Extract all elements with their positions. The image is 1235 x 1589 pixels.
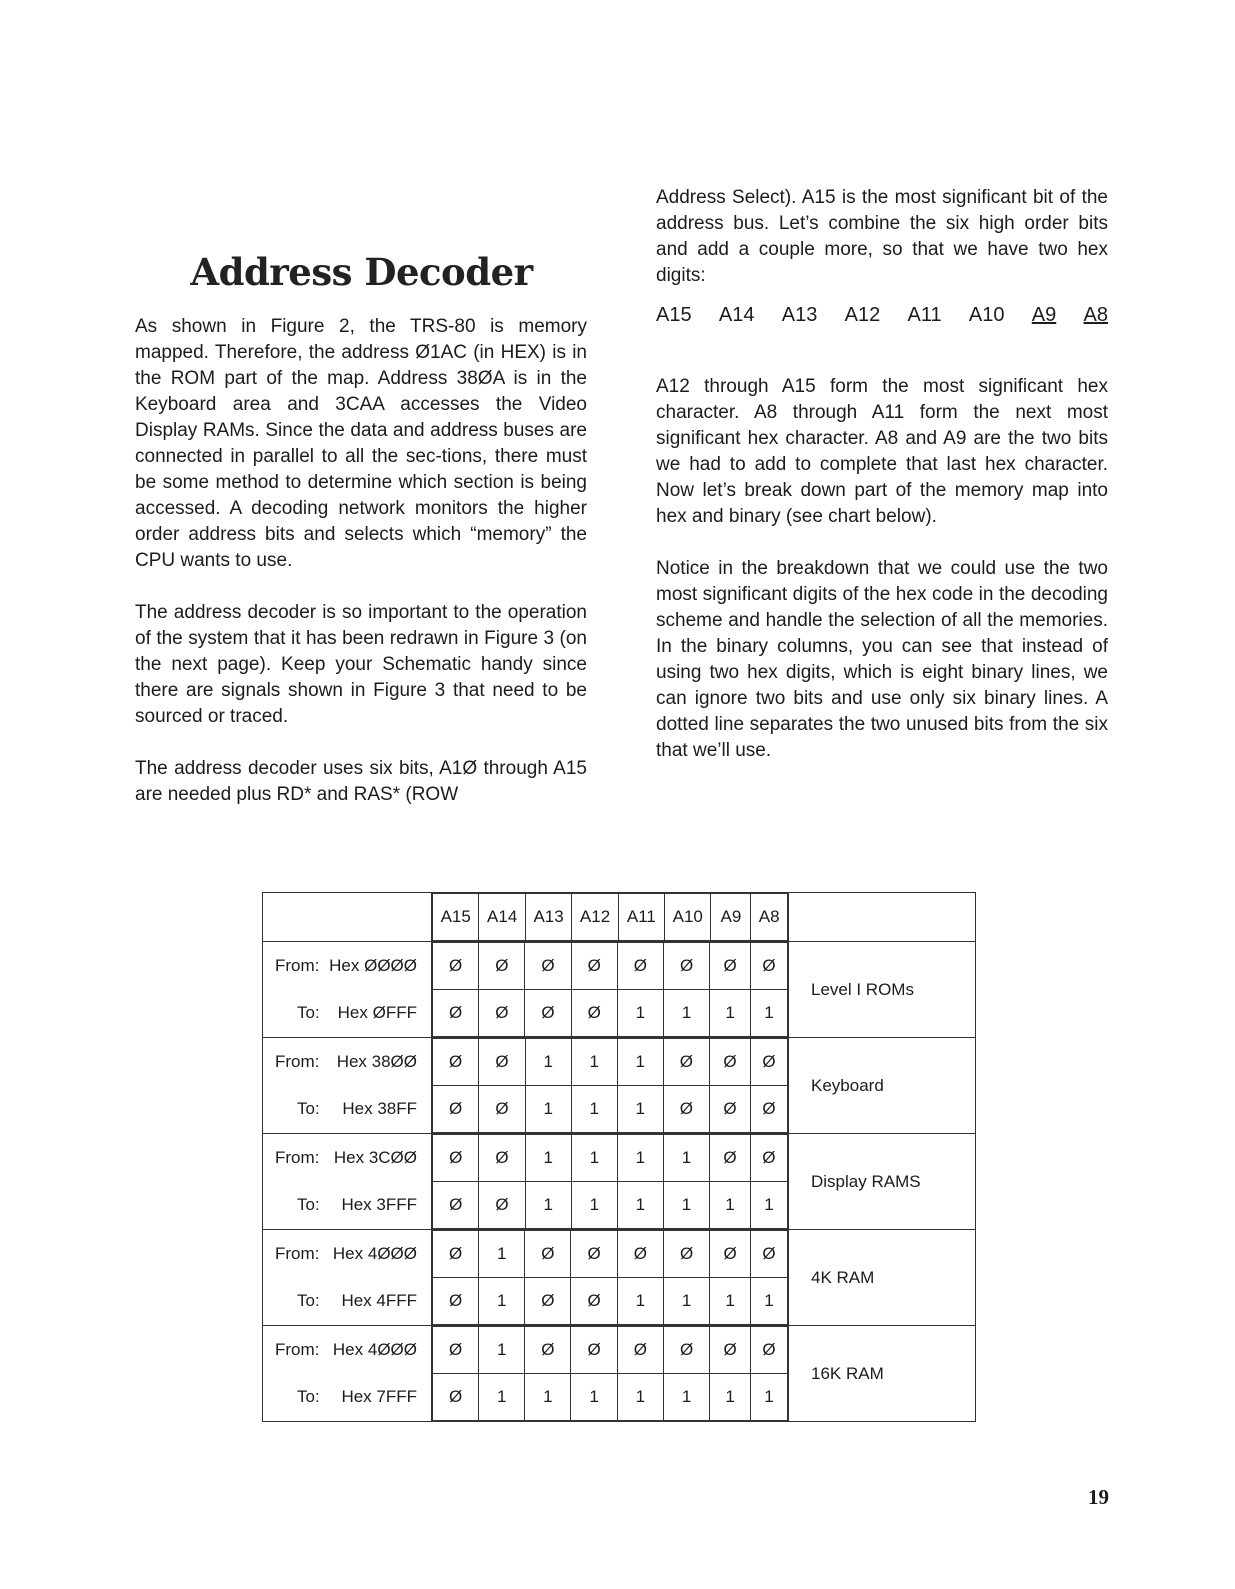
bit-value: Ø xyxy=(433,1231,479,1278)
bit-value: 1 xyxy=(663,1135,709,1182)
bit-value: 1 xyxy=(525,1086,571,1133)
bit-value: 1 xyxy=(617,1135,663,1182)
header-bits-cell xyxy=(432,893,789,942)
bits-cell xyxy=(432,1134,789,1230)
column-header: A11 xyxy=(618,894,664,941)
bit-value: Ø xyxy=(525,990,571,1037)
bit-grid xyxy=(432,1230,788,1325)
bit-value: Ø xyxy=(479,1182,525,1229)
from-label xyxy=(263,1038,431,1085)
bits-cell xyxy=(432,1038,789,1134)
address-line: A12 xyxy=(844,304,881,326)
right-column xyxy=(656,185,1108,790)
bit-value: Ø xyxy=(710,1086,751,1133)
bit-value: Ø xyxy=(750,1086,787,1133)
range-label-cell xyxy=(263,942,432,1038)
bit-value: 1 xyxy=(710,990,751,1037)
bit-value: Ø xyxy=(433,943,479,990)
paragraph: Notice in the breakdown that we could use the two most significant digits of the hex code in the decoding scheme and handle the selection of all the memories. In the binary columns, you can see that instead of using two hex digits, which is eight binary lines, we can ignore two bits and use only six binary lines. A dotted line separates the two unused bits from the six that we’ll use. xyxy=(656,558,1108,761)
bit-value: 1 xyxy=(710,1182,751,1229)
table-row xyxy=(263,1038,976,1134)
column-header: A15 xyxy=(433,894,479,941)
column-header: A13 xyxy=(525,894,571,941)
bit-value: Ø xyxy=(663,1086,709,1133)
bits-cell xyxy=(432,942,789,1038)
bit-value: 1 xyxy=(750,990,787,1037)
bit-grid xyxy=(432,1326,788,1421)
paragraph: As shown in Figure 2, the TRS-80 is memory mapped. Therefore, the address Ø1AC (in HEX) is in the ROM part of the map. Address 38ØA is in the Keyboard area and 3CAA accesses the Video Display RAMs. Since the data and address buses are connected in parallel to all the sec-tions, there must be some method to determine which section is being accessed. A decoding network monitors the higher order address bits and selects which “memory” the CPU wants to use. xyxy=(135,316,587,571)
table-row xyxy=(263,1326,976,1422)
bit-value: 1 xyxy=(710,1278,751,1325)
left-column xyxy=(135,314,587,834)
bit-value: Ø xyxy=(525,1327,571,1374)
to-word: To: xyxy=(297,1194,320,1214)
bit-value: Ø xyxy=(433,1374,479,1421)
from-word: From: xyxy=(275,955,320,975)
to-label xyxy=(263,1277,431,1324)
to-bits-row xyxy=(433,1086,788,1133)
bit-value: 1 xyxy=(617,1374,663,1421)
address-line: A13 xyxy=(781,304,818,326)
address-line: A10 xyxy=(968,304,1005,326)
bit-value: Ø xyxy=(710,1231,751,1278)
bit-value: 1 xyxy=(571,1039,617,1086)
bit-value: 1 xyxy=(525,1135,571,1182)
bit-value: Ø xyxy=(525,1231,571,1278)
from-label xyxy=(263,1230,431,1277)
from-bits-row xyxy=(433,1135,788,1182)
to-bits-row xyxy=(433,1374,788,1421)
bit-value: Ø xyxy=(617,1327,663,1374)
to-word: To: xyxy=(297,1002,320,1022)
address-lines xyxy=(656,302,1108,328)
bit-value: 1 xyxy=(479,1231,525,1278)
from-hex: Hex 3CØØ xyxy=(333,1147,417,1167)
from-bits-row xyxy=(433,1039,788,1086)
table-row xyxy=(263,1230,976,1326)
table-row xyxy=(263,1134,976,1230)
memory-region-label: Level I ROMs xyxy=(789,942,976,1038)
from-label xyxy=(263,942,431,989)
from-bits-row xyxy=(433,1327,788,1374)
bit-grid xyxy=(432,942,788,1037)
paragraph: The address decoder is so important to the operation of the system that it has been redrawn in Figure 3 (on the next page). Keep your Schematic handy since there are signals shown in Figure 3 that need to be sourced or traced. xyxy=(135,602,587,727)
column-header: A8 xyxy=(751,894,788,941)
range-label-cell xyxy=(263,1038,432,1134)
to-label xyxy=(263,1181,431,1228)
bit-grid xyxy=(432,1038,788,1133)
from-hex: Hex 4ØØØ xyxy=(332,1339,417,1359)
from-hex: Hex ØØØØ xyxy=(329,955,417,975)
bit-value: 1 xyxy=(571,1374,617,1421)
bit-value: Ø xyxy=(664,943,710,990)
from-word: From: xyxy=(275,1147,320,1167)
bit-value: Ø xyxy=(617,943,663,990)
to-bits-row xyxy=(433,1182,788,1229)
to-label xyxy=(263,1085,431,1132)
column-header: A14 xyxy=(479,894,525,941)
address-line: A8 xyxy=(1083,304,1108,326)
bit-value: Ø xyxy=(571,943,617,990)
bit-value: Ø xyxy=(479,1135,525,1182)
memory-region-label: Display RAMS xyxy=(789,1134,976,1230)
to-hex: Hex 38FF xyxy=(342,1098,417,1118)
bit-value: Ø xyxy=(571,990,617,1037)
from-word: From: xyxy=(275,1243,320,1263)
from-word: From: xyxy=(275,1051,320,1071)
bit-value: 1 xyxy=(664,990,710,1037)
bit-value: 1 xyxy=(663,1278,709,1325)
bit-value: 1 xyxy=(663,1182,709,1229)
range-label-cell xyxy=(263,1326,432,1422)
bit-value: Ø xyxy=(479,1039,525,1086)
bit-value: Ø xyxy=(750,943,787,990)
bit-value: 1 xyxy=(710,1374,751,1421)
to-hex: Hex 3FFF xyxy=(341,1194,417,1214)
column-header: A12 xyxy=(572,894,618,941)
paragraph: Address Select). A15 is the most significant bit of the address bus. Let’s combine the six high order bits and add a couple more, so that we have two hex digits: xyxy=(656,187,1108,286)
memory-map-table xyxy=(262,892,976,1422)
bit-value: Ø xyxy=(433,1135,479,1182)
address-line: A14 xyxy=(718,304,755,326)
to-bits-row xyxy=(433,1278,788,1325)
bit-value: Ø xyxy=(479,943,525,990)
bit-value: Ø xyxy=(710,943,751,990)
from-label xyxy=(263,1326,431,1373)
bit-value: Ø xyxy=(433,1039,479,1086)
bit-value: 1 xyxy=(617,990,663,1037)
column-header: A10 xyxy=(665,894,711,941)
bit-value: Ø xyxy=(750,1327,787,1374)
to-word: To: xyxy=(297,1098,320,1118)
bit-value: 1 xyxy=(617,1278,663,1325)
bit-value: Ø xyxy=(750,1231,787,1278)
from-hex: Hex 4ØØØ xyxy=(332,1243,417,1263)
from-bits-row xyxy=(433,943,788,990)
paragraph: A12 through A15 form the most significant hex character. A8 through A11 form the next most significant hex character. A8 and A9 are the two bits we had to add to complete that last hex character. Now let’s break down part of the memory map into hex and binary (see chart below). xyxy=(656,376,1108,527)
bits-cell xyxy=(432,1230,789,1326)
to-hex: Hex 7FFF xyxy=(341,1386,417,1406)
bit-value: 1 xyxy=(479,1327,525,1374)
bit-value: Ø xyxy=(433,1086,479,1133)
bit-value: 1 xyxy=(750,1182,787,1229)
table-row xyxy=(263,942,976,1038)
range-label-cell xyxy=(263,1134,432,1230)
header-empty-cell xyxy=(263,893,432,942)
bit-value: 1 xyxy=(571,1182,617,1229)
from-bits-row xyxy=(433,1231,788,1278)
bit-value: 1 xyxy=(750,1278,787,1325)
range-label-cell xyxy=(263,1230,432,1326)
bit-value: Ø xyxy=(479,1086,525,1133)
bit-value: Ø xyxy=(571,1327,617,1374)
to-word: To: xyxy=(297,1386,320,1406)
bit-value: Ø xyxy=(750,1039,787,1086)
paragraph: The address decoder uses six bits, A1Ø through A15 are needed plus RD* and RAS* (ROW xyxy=(135,758,587,805)
bit-value: Ø xyxy=(433,990,479,1037)
to-hex: Hex 4FFF xyxy=(341,1290,417,1310)
bit-value: 1 xyxy=(617,1039,663,1086)
table-header-row xyxy=(263,893,976,942)
to-bits-row xyxy=(433,990,788,1037)
bit-value: 1 xyxy=(525,1039,571,1086)
bit-value: Ø xyxy=(710,1135,751,1182)
bit-value: 1 xyxy=(750,1374,787,1421)
memory-region-label: 4K RAM xyxy=(789,1230,976,1326)
bit-value: Ø xyxy=(663,1039,709,1086)
column-header: A9 xyxy=(711,894,751,941)
bit-value: Ø xyxy=(571,1278,617,1325)
bit-value: Ø xyxy=(525,1278,571,1325)
bit-value: Ø xyxy=(710,1039,751,1086)
page-title: Address Decoder xyxy=(190,250,533,294)
bit-value: 1 xyxy=(479,1278,525,1325)
bits-cell xyxy=(432,1326,789,1422)
bit-value: 1 xyxy=(617,1182,663,1229)
bit-value: Ø xyxy=(617,1231,663,1278)
memory-region-label: Keyboard xyxy=(789,1038,976,1134)
bit-value: Ø xyxy=(525,943,571,990)
from-label xyxy=(263,1134,431,1181)
from-word: From: xyxy=(275,1339,320,1359)
bit-value: 1 xyxy=(571,1135,617,1182)
to-hex: Hex ØFFF xyxy=(337,1002,417,1022)
memory-region-label: 16K RAM xyxy=(789,1326,976,1422)
bit-value: 1 xyxy=(479,1374,525,1421)
to-label xyxy=(263,989,431,1036)
bit-value: 1 xyxy=(617,1086,663,1133)
bit-value: Ø xyxy=(433,1327,479,1374)
to-label xyxy=(263,1373,431,1420)
bit-value: Ø xyxy=(479,990,525,1037)
bit-value: Ø xyxy=(663,1231,709,1278)
bit-value: Ø xyxy=(571,1231,617,1278)
bit-value: Ø xyxy=(663,1327,709,1374)
from-hex: Hex 38ØØ xyxy=(336,1051,417,1071)
address-line: A11 xyxy=(907,304,942,326)
bit-header-grid xyxy=(432,893,788,941)
header-region-cell xyxy=(789,893,976,942)
bit-grid xyxy=(432,1134,788,1229)
bit-value: 1 xyxy=(525,1182,571,1229)
bit-value: Ø xyxy=(433,1182,479,1229)
bit-value: Ø xyxy=(750,1135,787,1182)
bit-value: Ø xyxy=(433,1278,479,1325)
bit-value: Ø xyxy=(710,1327,751,1374)
address-line: A15 xyxy=(656,304,692,326)
bit-value: 1 xyxy=(571,1086,617,1133)
bit-value: 1 xyxy=(663,1374,709,1421)
to-word: To: xyxy=(297,1290,320,1310)
address-line: A9 xyxy=(1031,304,1057,326)
page-number: 19 xyxy=(1088,1485,1109,1509)
bit-value: 1 xyxy=(525,1374,571,1421)
